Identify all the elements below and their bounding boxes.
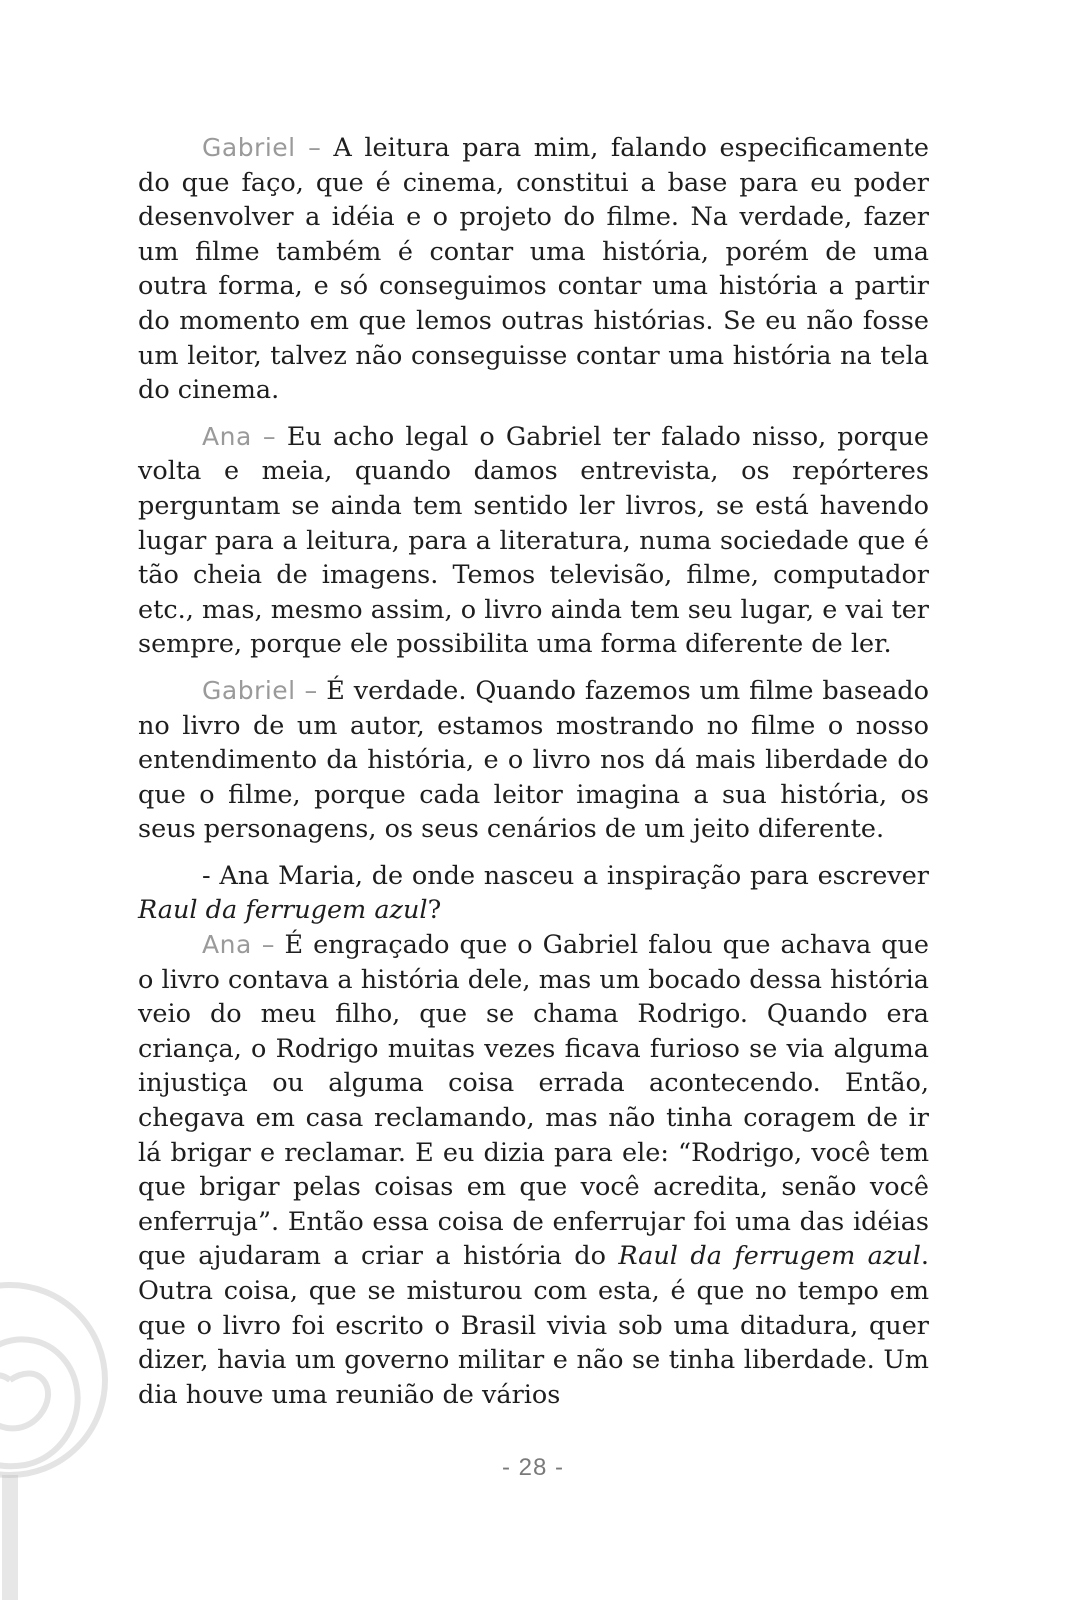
dialogue-paragraph [138,674,929,847]
paragraph-text: Eu acho legal o Gabriel ter falado nisso, porque volta e meia, quando damos entrevista, os repórteres perguntam se ainda tem sentido ler livros, se está havendo lugar para a leitura, para a literatura, numa sociedade que é tão cheia de imagens. Temos televisão, filme, computador etc., mas, mesmo assim, o livro ainda tem seu lugar, e vai ter sempre, porque ele possibilita uma forma diferente de ler. [138,421,930,660]
paragraph-text: É verdade. Quando fazemos um filme baseado no livro de um autor, estamos mostrando no filme o nosso entendimento da história, e o livro nos dá mais liberdade do que o filme, porque cada leitor imagina a sua história, os seus personagens, os seus cenários de um jeito diferente. [138,675,929,845]
dialogue-paragraph [138,928,929,1412]
speaker-name: Gabriel [202,133,296,162]
speaker-name: Ana [202,930,252,960]
paragraph-text: A leitura para mim, falando especificamente do que faço, que é cinema, constitui a base para eu poder desenvolver a idéia e o projeto do filme. Na verdade, fazer um filme também é contar uma história, porém de uma outra forma, e só conseguimos contar uma história a partir do momento em que lemos outras histórias. Se eu não fosse um leitor, talvez não conseguisse contar uma história na tela do cinema. [138,133,930,406]
question-text: - Ana Maria, de onde nasceu a inspiração para escrever [202,860,929,891]
interview-question [138,859,929,928]
book-title: Raul da ferrugem azul [138,895,428,926]
paragraph-text: . Outra coisa, que se misturou com esta, é que no tempo em que o livro foi escrito o Brasil vivia sob uma ditadura, quer dizer, havia um governo militar e não se tinha liberdade. Um dia houve uma reunião de vários [138,1241,929,1410]
dialogue-dash: – [304,675,318,706]
speaker-name: Gabriel [202,675,296,705]
dialogue-dash: – [261,930,275,961]
page-body-text [138,131,929,1424]
book-title: Raul da ferrugem azul [618,1241,921,1272]
speaker-name: Ana [202,421,252,451]
paragraph-text: É engraçado que o Gabriel falou que achava que o livro contava a história dele, mas um bocado dessa história veio do meu filho, que se chama Rodrigo. Quando era criança, o Rodrigo muitas vezes ficava furioso se via alguma injustiça ou alguma coisa errada acontecendo. Então, chegava em casa reclamando, mas não tinha coragem de ir lá brigar e reclamar. E eu dizia para ele: “Rodrigo, você tem que brigar pelas coisas em que você acredita, senão você enferruja”. Então essa coisa de enferrujar foi uma das idéias que ajudaram a criar a história do [138,930,929,1272]
question-mark: ? [427,895,442,926]
dialogue-dash: – [308,133,321,163]
page-number: - 28 - [501,1454,564,1481]
lollipop-icon [0,1270,140,1600]
dialogue-paragraph [138,131,929,408]
dialogue-paragraph [138,420,929,662]
dialogue-dash: – [262,421,276,452]
